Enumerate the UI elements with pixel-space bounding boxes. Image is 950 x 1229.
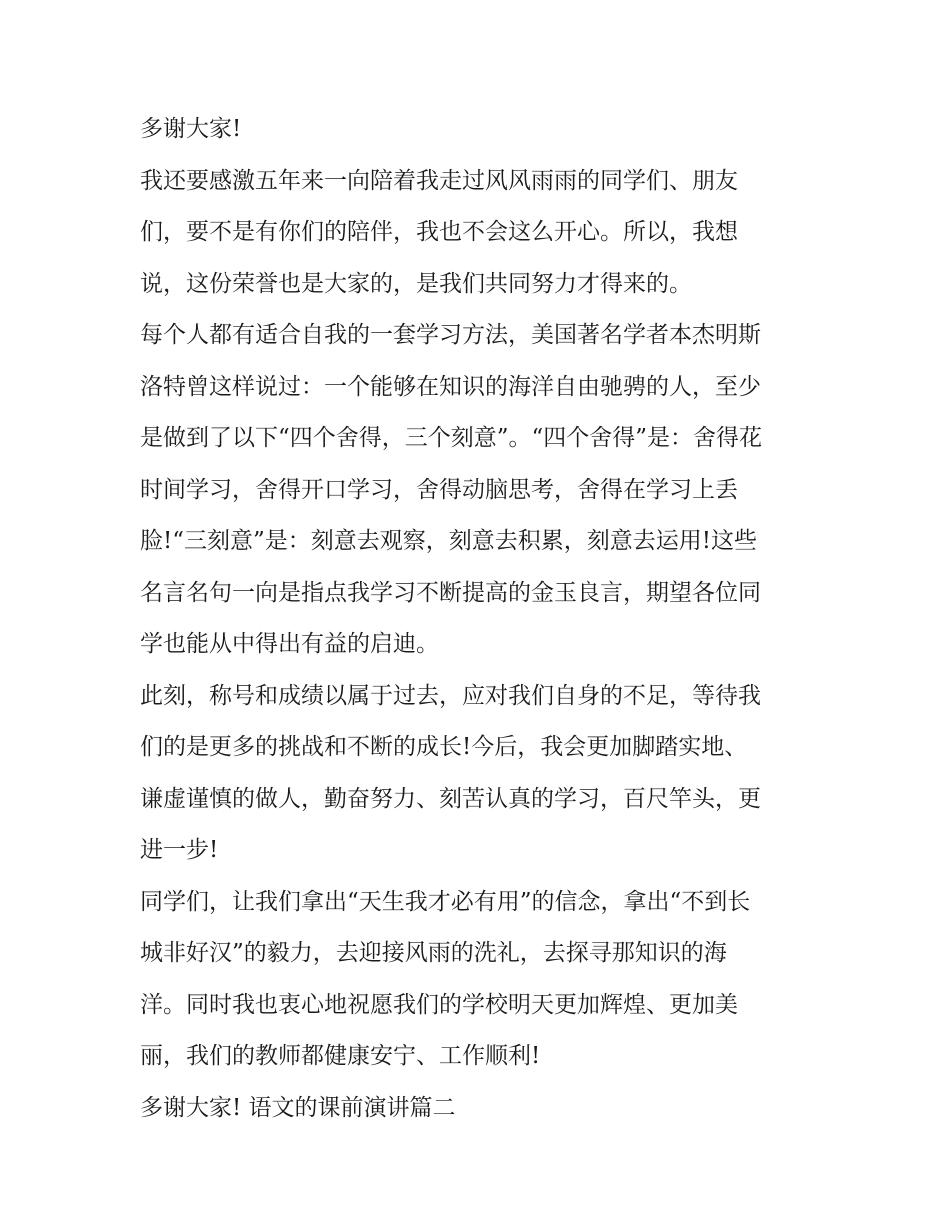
text-line: 每个人都有适合自我的一套学习方法，美国著名学者本杰明斯 [140, 322, 761, 348]
text-line: 说，这份荣誉也是大家的，是我们共同努力才得来的。 [140, 270, 692, 297]
text-line: 是做到了以下“四个舍得，三个刻意”。“四个舍得”是：舍得花 [140, 425, 763, 451]
text-line: 城非好汉”的毅力，去迎接风雨的洗礼，去探寻那知识的海 [140, 940, 727, 966]
text-line: 多谢大家! [140, 116, 242, 142]
document-body [140, 104, 820, 1134]
text-line: 我还要感激五年来一向陪着我走过风风雨雨的同学们、朋友 [140, 167, 738, 194]
text-line: 们，要不是有你们的陪伴，我也不会这么开心。所以，我想 [140, 219, 738, 245]
text-line: 此刻，称号和成绩以属于过去，应对我们自身的不足，等待我 [140, 682, 761, 709]
text-line: 丽，我们的教师都健康安宁、工作顺利! [140, 1043, 541, 1069]
text-line: 时间学习，舍得开口学习，舍得动脑思考，舍得在学习上丢 [140, 476, 738, 503]
text-line: 洋。同时我也衷心地祝愿我们的学校明天更加辉煌、更加美 [140, 991, 738, 1018]
text-line: 进一步! [140, 837, 219, 863]
text-line: 脸!“三刻意”是：刻意去观察，刻意去积累，刻意去运用!这些 [140, 528, 758, 554]
text-line: 洛特曾这样说过：一个能够在知识的海洋自由驰骋的人，至少 [140, 373, 761, 400]
text-line: 们的是更多的挑战和不断的成长!今后，我会更加脚踏实地、 [140, 734, 748, 760]
text-line: 名言名句一向是指点我学习不断提高的金玉良言，期望各位同 [140, 579, 761, 606]
text-line: 谦虚谨慎的做人，勤奋努力、刻苦认真的学习，百尺竿头，更 [140, 785, 761, 812]
text-line: 同学们，让我们拿出“天生我才必有用”的信念，拿出“不到长 [140, 888, 751, 915]
text-line: 多谢大家! 语文的课前演讲篇二 [140, 1094, 456, 1121]
text-line: 学也能从中得出有益的启迪。 [140, 631, 439, 657]
